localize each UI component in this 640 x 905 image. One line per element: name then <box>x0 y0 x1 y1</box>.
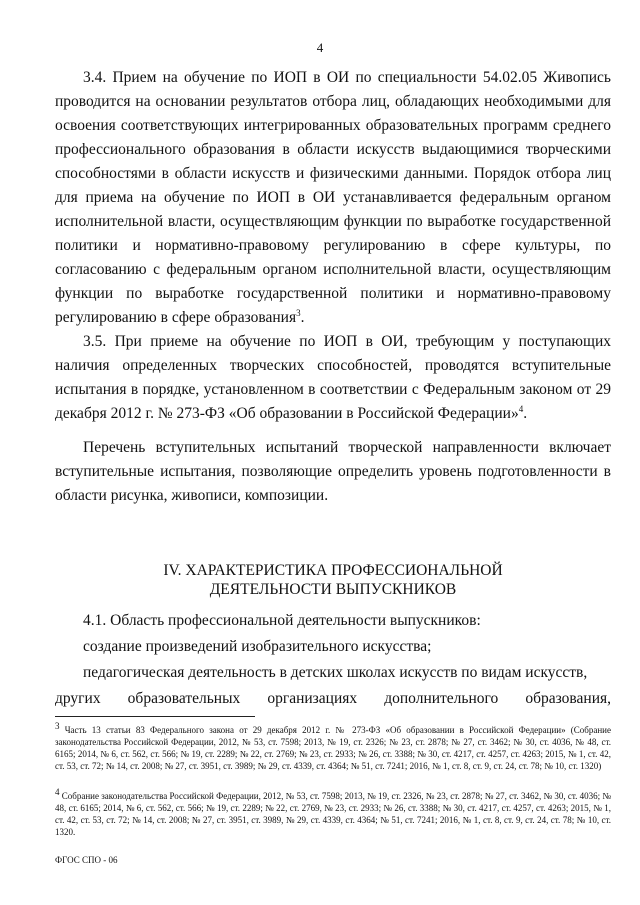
section-4-1-title: 4.1. Область профессиональной деятельности выпускников: <box>83 612 481 629</box>
paragraph-3-5 <box>55 330 611 426</box>
paragraph-3-4-text: 3.4. Прием на обучение по ИОП в ОИ по специальности 54.02.05 Живопись проводится на основании результатов отбора лиц, обладающих необходимыми для освоения соответствующих интегрированных образовательных программ среднего профессионального образования в области искусств выдающимися творческими способностями в области искусств и физическими данными. Порядок отбора лиц для приема на обучение по ИОП в ОИ устанавливается федеральным органом исполнительной власти, осуществляющим функции по выработке государственной политики и нормативно-правовому регулированию в сфере культуры, по согласованию с федеральным органом исполнительной власти, осуществляющим функции по выработке государственной политики и нормативно-правовому регулированию в сфере образования <box>55 69 611 326</box>
page-footer: ФГОС СПО - 06 <box>55 855 118 865</box>
paragraph-3-4 <box>55 66 611 330</box>
footnote-separator <box>55 716 255 717</box>
page-number: 4 <box>316 40 324 55</box>
footnote-3 <box>55 721 611 772</box>
section-4-1 <box>55 608 611 712</box>
footnote-ref-4: 4 <box>518 403 524 414</box>
paragraph-3-5-end: . <box>523 405 528 422</box>
paragraph-entrance-exams: Перечень вступительных испытаний творческой направленности включает вступительные испытания, позволяющие определить уровень подготовленности в области рисунка, живописи, композиции. <box>55 439 611 504</box>
section-heading <box>55 561 611 599</box>
paragraph-3-5-text: 3.5. При приеме на обучение по ИОП в ОИ, требующим у поступающих наличия определенных творческих способностей, проводятся вступительные испытания в порядке, установленном в соответствии с Федеральным законом от 29 декабря 2012 г. № 273-ФЗ «Об образовании в Российской Федерации» <box>55 333 611 422</box>
footnote-3-text: Часть 13 статьи 83 Федерального закона от 29 декабря 2012 г. № 273-ФЗ «Об образовании в Российской Федерации» (Собрание законодательства Российской Федерации, 2012, № 53, ст. 7598; 2013, № 19, ст. 2326; № 23, ст. 2878; № 27, ст. 3462; № 30, ст. 4036, № 48, ст. 6165; 2014, № 6, ст. 562, ст. 566; № 19, ст. 2289; № 22, ст. 2769; № 23, ст. 2933; № 26, ст. 3388; № 30, ст. 4217, ст. 4257, ст. 4263; 2015, № 1, ст. 42, ст. 53, ст. 72; № 14, ст. 2008; № 27, ст. 3951, ст. 3989; № 29, ст. 4339, ст. 4364; № 51, ст. 7241; 2016, № 1, ст. 8, ст. 9, ст. 24, ст. 78; № 10, ст. 1320) <box>55 725 611 771</box>
section-heading-line-2: ДЕЯТЕЛЬНОСТИ ВЫПУСКНИКОВ <box>209 581 457 598</box>
activity-item-2-line-2: других образовательных организациях дополнительного образования, <box>55 690 611 707</box>
footnote-ref-3: 3 <box>296 307 301 318</box>
footnote-4-text: Собрание законодательства Российской Федерации, 2012, № 53, ст. 7598; 2013, № 19, ст. 2326, № 23, ст. 2878; № 27, ст. 3462, № 30, ст. 4036; № 48, ст. 6165; 2014, № 6, ст. 562, ст. 566; № 19, ст. 2289; № 22, ст. 2769, № 23, ст. 2933; № 26, ст. 3388; № 30, ст. 4217, ст. 4257, ст. 4263; 2015, № 1, ст. 42, ст. 53, ст. 72; № 14, ст. 2008; № 27, ст. 3951, ст. 3989, № 29, ст. 4339, ст. 4364; № 51, ст. 7241; 2016, № 1, ст. 8, ст. 9, ст. 24, ст. 78; № 10, ст. 1320. <box>55 791 611 837</box>
footnote-4 <box>55 787 611 838</box>
section-heading-line-1: IV. ХАРАКТЕРИСТИКА ПРОФЕССИОНАЛЬНОЙ <box>163 562 503 579</box>
footnote-4-mark: 4 <box>55 787 60 797</box>
activity-item-2-line-1: педагогическая деятельность в детских школах искусств по видам искусств, <box>83 664 588 681</box>
main-text <box>55 66 611 508</box>
footnote-3-mark: 3 <box>55 721 60 731</box>
activity-item-1: создание произведений изобразительного искусства; <box>83 638 432 655</box>
paragraph-3-4-end: . <box>300 309 305 326</box>
